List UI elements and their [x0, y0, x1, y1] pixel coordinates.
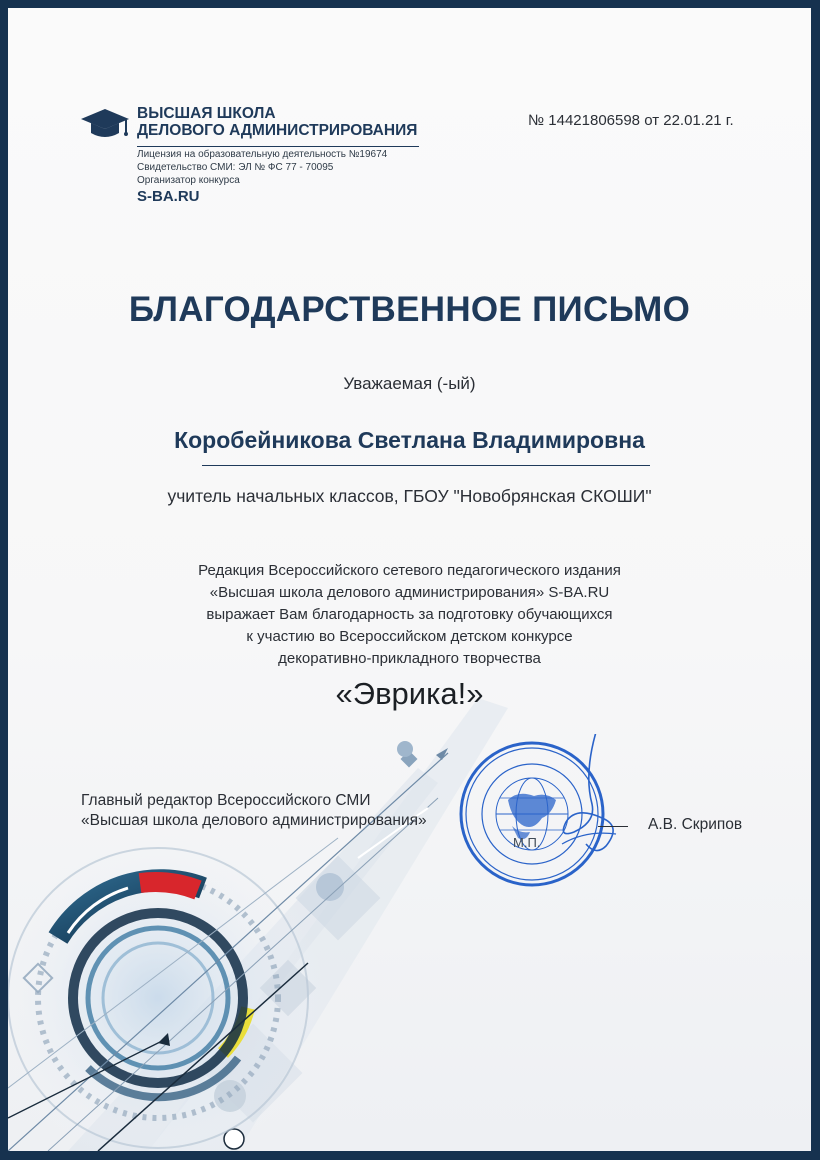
organization-name-line2: ДЕЛОВОГО АДМИНИСТРИРОВАНИЯ [137, 122, 418, 139]
recipient-underline [202, 465, 650, 466]
official-seal-stamp [446, 734, 636, 904]
organization-name [137, 105, 437, 139]
organization-divider [137, 146, 419, 147]
media-certificate-text: Свидетельство СМИ: ЭЛ № ФС 77 - 70095 [137, 162, 334, 173]
recipient-name: Коробейникова Светлана Владимировна [174, 427, 645, 453]
certificate-number: № 14421806598 от 22.01.21 г. [528, 112, 734, 129]
certificate-sheet [8, 8, 811, 1151]
editor-role-line2: «Высшая школа делового администрирования» [81, 812, 427, 829]
stamp-place-mark: М.П. [513, 835, 541, 850]
document-title: БЛАГОДАРСТВЕННОЕ ПИСЬМО [128, 290, 691, 329]
organization-details [137, 148, 437, 187]
organization-site: S-BA.RU [137, 188, 200, 205]
organization-name-line1: ВЫСШАЯ ШКОЛА [137, 105, 276, 122]
gratitude-line: декоративно-прикладного творчества [278, 650, 541, 667]
organizer-text: Организатор конкурса [137, 175, 240, 186]
gratitude-line: Редакция Всероссийского сетевого педагогического издания [198, 562, 621, 579]
recipient-position: учитель начальных классов, ГБОУ "Новобрянская СКОШИ" [167, 486, 652, 506]
contest-name: «Эврика!» [335, 676, 484, 711]
gratitude-line: к участию во Всероссийском детском конкурсе [246, 628, 573, 645]
gratitude-line: выражает Вам благодарность за подготовку обучающихся [206, 606, 613, 623]
graduation-cap-icon [80, 107, 130, 143]
license-text: Лицензия на образовательную деятельность №19674 [137, 149, 388, 160]
salutation: Уважаемая (-ый) [343, 374, 476, 393]
signature-line [598, 826, 628, 827]
editor-role [81, 791, 481, 831]
signer-name: А.В. Скрипов [648, 816, 743, 833]
gratitude-text [8, 560, 811, 670]
editor-role-line1: Главный редактор Всероссийского СМИ [81, 792, 371, 809]
gratitude-line: «Высшая школа делового администрирования» S-BA.RU [209, 584, 610, 601]
